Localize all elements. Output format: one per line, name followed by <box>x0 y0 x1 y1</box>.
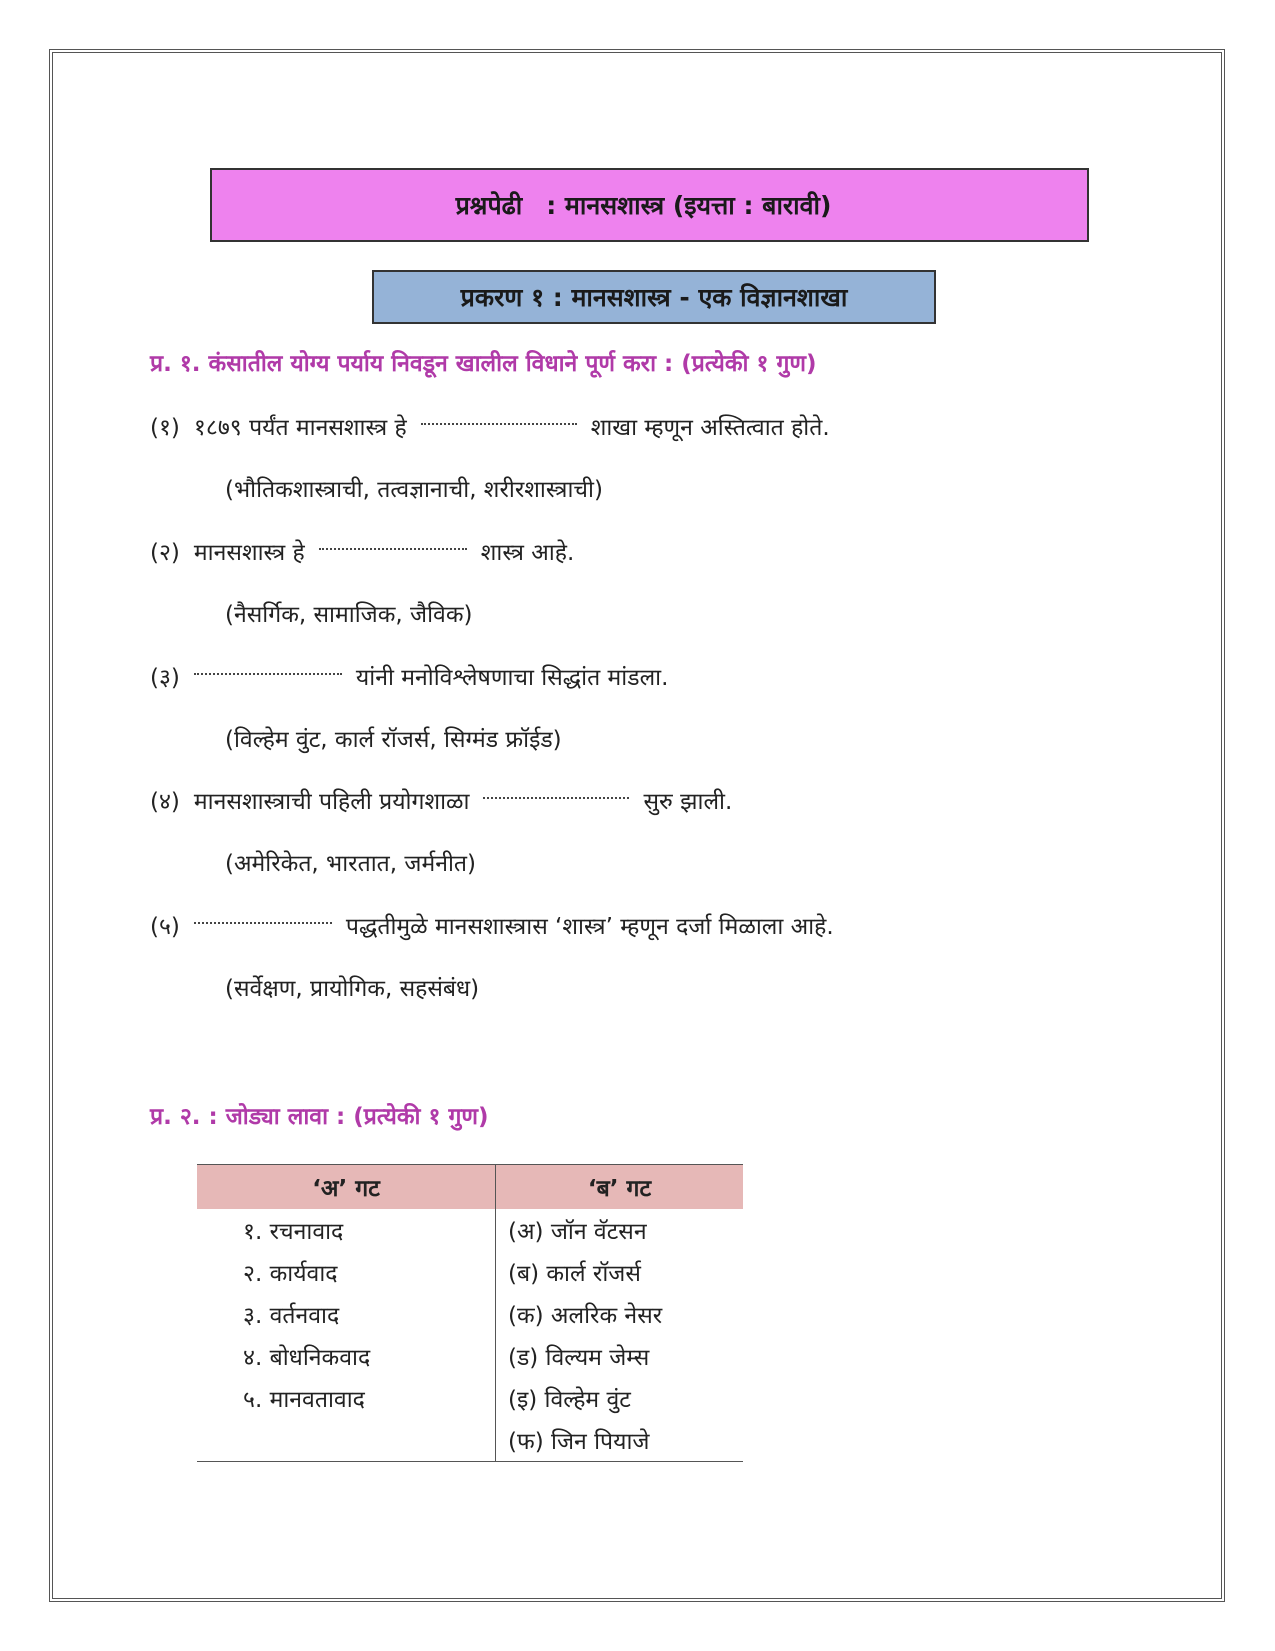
item-text-before: मानसशास्त्र हे <box>193 540 305 566</box>
q1-item-3-options: (विल्हेम वुंट, कार्ल रॉजर्स, सिग्मंड फ्रॉईड) <box>225 727 562 753</box>
item-text-before: १८७९ पर्यंत मानसशास्त्र हे <box>193 415 407 441</box>
title-left: प्रश्नपेढी <box>455 191 523 220</box>
table-row <box>197 1209 743 1251</box>
column-b-cell: (अ) जॉन वॅटसन <box>508 1219 647 1245</box>
column-a-cell: ३. वर्तनवाद <box>197 1293 496 1335</box>
q2-heading: प्र. २. : जोड्या लावा : (प्रत्येकी १ गुण) <box>150 1104 489 1130</box>
q1-item-4-options: (अमेरिकेत, भारतात, जर्मनीत) <box>225 851 477 877</box>
question-bank-title <box>210 168 1089 242</box>
q1-item-5-options: (सर्वेक्षण, प्रायोगिक, सहसंबंध) <box>225 976 480 1002</box>
column-b-cell: (इ) विल्हेम वुंट <box>508 1387 631 1413</box>
q1-item-1 <box>150 410 830 442</box>
column-b-header: ‘ब’ गट <box>496 1165 744 1210</box>
column-b-cell: (ड) विल्यम जेम्स <box>508 1345 650 1371</box>
table-row <box>197 1377 743 1419</box>
q1-heading: प्र. १. कंसातील योग्य पर्याय निवडून खालील विधाने पूर्ण करा : (प्रत्येकी १ गुण) <box>150 351 817 377</box>
column-a-cell: ५. मानवतावाद <box>197 1377 496 1419</box>
table-row <box>197 1251 743 1293</box>
blank-line <box>421 422 577 425</box>
chapter-title: प्रकरण १ : मानसशास्त्र - एक विज्ञानशाखा <box>372 270 936 324</box>
table-row <box>197 1419 743 1462</box>
q1-item-5 <box>150 909 834 941</box>
table-row <box>197 1293 743 1335</box>
q1-item-4 <box>150 784 732 816</box>
column-a-cell <box>197 1419 496 1462</box>
blank-line <box>194 672 342 675</box>
column-a-cell: १. रचनावाद <box>197 1209 496 1251</box>
column-a-cell: २. कार्यवाद <box>197 1251 496 1293</box>
blank-line <box>194 921 332 924</box>
blank-line <box>483 796 629 799</box>
item-text-after: पद्धतीमुळे मानसशास्त्रास ‘शास्त्र’ म्हणून दर्जा मिळाला आहे. <box>345 914 834 940</box>
column-b-cell: (क) अलरिक नेसर <box>508 1303 663 1329</box>
item-text-after: यांनी मनोविश्लेषणाचा सिद्धांत मांडला. <box>355 665 669 691</box>
blank-line <box>319 547 467 550</box>
item-text-after: सुरु झाली. <box>643 789 733 815</box>
item-number: (२) <box>150 540 180 566</box>
table-row <box>197 1335 743 1377</box>
q1-item-1-options: (भौतिकशास्त्राची, तत्वज्ञानाची, शरीरशास्त्राची) <box>225 477 603 503</box>
item-number: (४) <box>150 789 180 815</box>
item-text-after: शाखा म्हणून अस्तित्वात होते. <box>590 415 830 441</box>
match-table <box>197 1164 743 1462</box>
column-b-cell: (फ) जिन पियाजे <box>496 1419 744 1462</box>
title-right: : मानसशास्त्र (इयत्ता : बारावी) <box>546 191 832 220</box>
item-number: (१) <box>150 415 180 441</box>
q1-item-2-options: (नैसर्गिक, सामाजिक, जैविक) <box>225 602 473 628</box>
column-a-cell: ४. बोधनिकवाद <box>197 1335 496 1377</box>
item-number: (५) <box>150 914 180 940</box>
item-text-before: मानसशास्त्राची पहिली प्रयोगशाळा <box>193 789 470 815</box>
q1-item-3 <box>150 660 668 692</box>
q1-item-2 <box>150 535 574 567</box>
column-b-cell: (ब) कार्ल रॉजर्स <box>508 1261 641 1287</box>
column-a-header: ‘अ’ गट <box>197 1165 496 1210</box>
table-header-row <box>197 1165 743 1210</box>
item-number: (३) <box>150 665 180 691</box>
item-text-after: शास्त्र आहे. <box>480 540 575 566</box>
